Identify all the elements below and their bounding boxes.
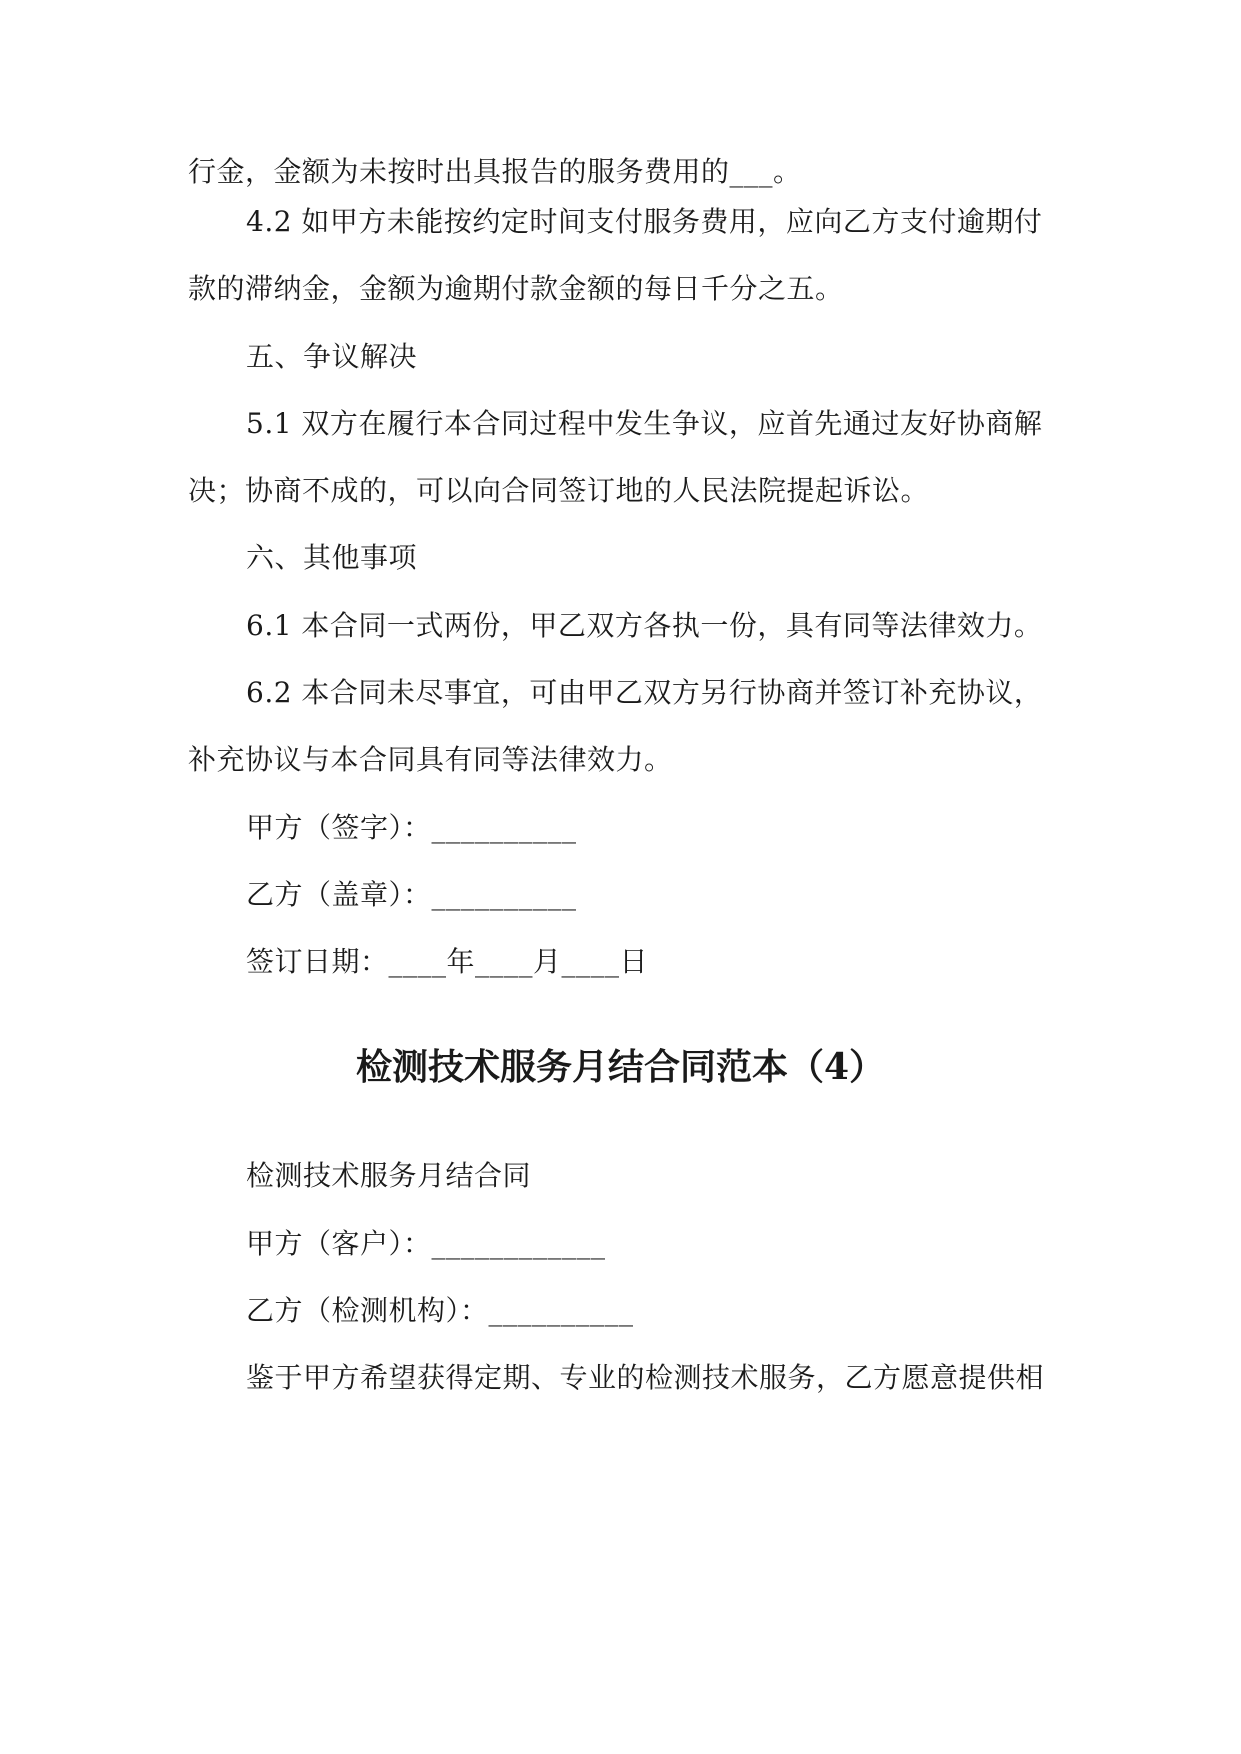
- section-heading-6: 六、其他事项: [246, 541, 418, 574]
- clause-6-1: 6.1 本合同一式两份，甲乙双方各执一份，具有同等法律效力。: [246, 609, 1043, 642]
- contract-name: 检测技术服务月结合同: [246, 1159, 532, 1192]
- section-heading-5: 五、争议解决: [246, 340, 418, 373]
- body-line: 补充协议与本合同具有同等法律效力。: [188, 743, 673, 776]
- body-line: 决；协商不成的，可以向合同签订地的人民法院提起诉讼。: [188, 474, 930, 507]
- section-title: 检测技术服务月结合同范本（4）: [355, 1046, 886, 1088]
- signing-date: 签订日期：____年____月____日: [246, 945, 649, 978]
- body-line: 行金，金额为未按时出具报告的服务费用的___。: [188, 155, 802, 188]
- body-line: 款的滞纳金，金额为逾期付款金额的每日千分之五。: [188, 272, 844, 305]
- party-a-signature: 甲方（签字）：__________: [246, 811, 577, 844]
- clause-6-2: 6.2 本合同未尽事宜，可由甲乙双方另行协商并签订补充协议，: [246, 676, 1043, 709]
- preamble-line: 鉴于甲方希望获得定期、专业的检测技术服务，乙方愿意提供相: [246, 1361, 1045, 1394]
- party-a-client: 甲方（客户）：____________: [246, 1227, 606, 1260]
- party-b-seal: 乙方（盖章）：__________: [246, 878, 577, 911]
- party-b-lab: 乙方（检测机构）：__________: [246, 1294, 634, 1327]
- clause-4-2: 4.2 如甲方未能按约定时间支付服务费用，应向乙方支付逾期付: [246, 205, 1043, 238]
- clause-5-1: 5.1 双方在履行本合同过程中发生争议，应首先通过友好协商解: [246, 407, 1043, 440]
